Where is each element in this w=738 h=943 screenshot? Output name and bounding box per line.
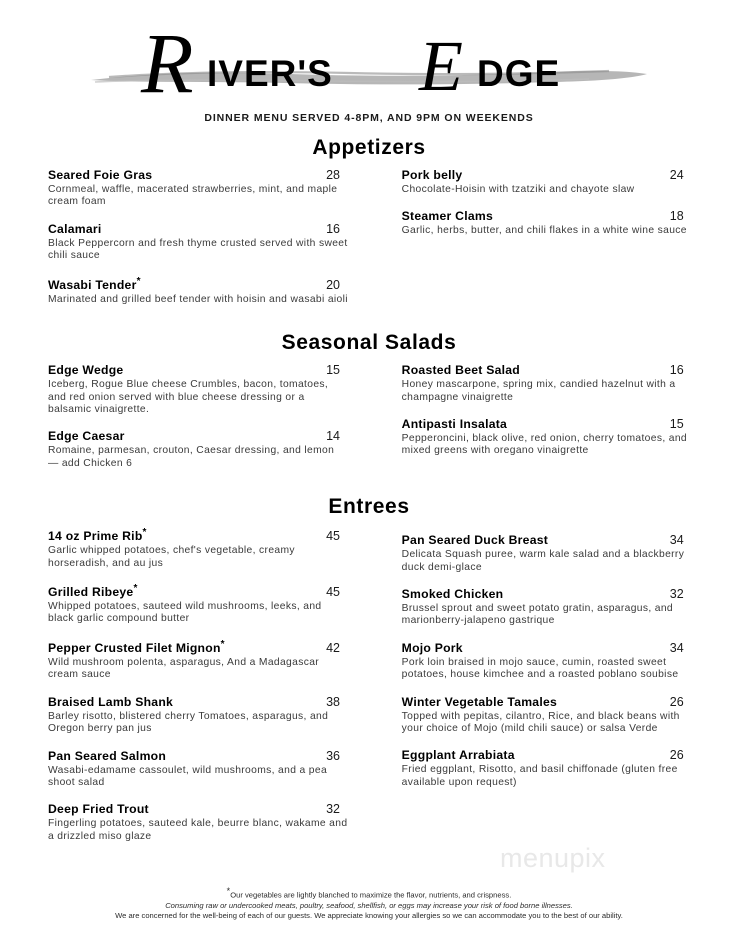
menu-item bbox=[402, 748, 698, 789]
menu-item-price: 32 bbox=[669, 586, 684, 601]
menu-item bbox=[48, 363, 360, 416]
menu-item-description: Garlic, herbs, butter, and chili flakes in a white wine sauce bbox=[401, 225, 687, 237]
menu-item-price: 32 bbox=[326, 802, 340, 817]
menu-item-description: Brussel sprout and sweet potato gratin, asparagus, and marionberry-jalapeno gastrique bbox=[401, 602, 674, 627]
menu-subtitle: DINNER MENU SERVED 4-8PM, AND 9PM ON WEEKENDS bbox=[204, 112, 534, 124]
menu-item-name: Antipasti Insalata bbox=[401, 416, 508, 431]
entrees-right-column bbox=[386, 527, 698, 856]
menu-item-name: Pork belly bbox=[401, 168, 463, 182]
menu-item-description: Romaine, parmesan, crouton, Caesar dressing, and lemon — add Chicken 6 bbox=[48, 445, 335, 469]
section-title-seasonal-salads: Seasonal Salads bbox=[281, 331, 457, 355]
menu-item-head bbox=[48, 802, 340, 816]
menu-item bbox=[48, 527, 360, 570]
menu-item-description: Fingerling potatoes, sauteed kale, beurre blanc, wakame and a drizzled miso glaze bbox=[48, 818, 348, 842]
menu-item-head bbox=[48, 222, 340, 236]
logo-word-dge: DGE bbox=[477, 53, 561, 94]
menu-item-head bbox=[48, 695, 340, 709]
menu-item-price: 15 bbox=[326, 363, 340, 378]
logo-artwork bbox=[89, 30, 649, 108]
menu-item-head bbox=[402, 748, 684, 762]
logo-letter-e-icon: E bbox=[419, 30, 463, 106]
menu-item-price: 45 bbox=[326, 529, 340, 544]
section-appetizers bbox=[0, 168, 738, 319]
asterisk-icon: * bbox=[136, 275, 141, 287]
menu-item-name: Mojo Pork bbox=[401, 640, 463, 655]
section-seasonal-salads bbox=[0, 363, 738, 483]
menu-item-description: Cornmeal, waffle, macerated strawberries, mint, and maple cream foam bbox=[48, 184, 338, 208]
menu-item-name: Pepper Crusted Filet Mignon* bbox=[48, 638, 225, 655]
logo-word-ivers: IVER'S bbox=[207, 53, 333, 94]
restaurant-logo bbox=[0, 30, 738, 110]
menu-item-name: Pan Seared Salmon bbox=[48, 748, 167, 763]
asterisk-icon: * bbox=[226, 886, 231, 897]
menu-item-head bbox=[402, 533, 684, 547]
menu-item-head bbox=[402, 417, 684, 431]
menu-item bbox=[402, 533, 698, 574]
asterisk-icon: * bbox=[142, 527, 147, 539]
appetizers-right-column bbox=[386, 168, 698, 319]
menu-item-name: 14 oz Prime Rib* bbox=[48, 527, 147, 544]
menu-item-name: Winter Vegetable Tamales bbox=[401, 694, 558, 709]
footer-vegetable-note: *Our vegetables are lightly blanched to maximize the flavor, nutrients, and crispness. bbox=[226, 886, 512, 900]
menu-item-head bbox=[402, 168, 684, 182]
menu-item bbox=[402, 587, 698, 628]
asterisk-icon: * bbox=[133, 583, 138, 594]
menu-item-price: 45 bbox=[326, 585, 340, 600]
salads-right-column bbox=[386, 363, 698, 483]
menu-item-description: Black Peppercorn and fresh thyme crusted served with sweet chili sauce bbox=[48, 237, 348, 262]
menu-item-name: Roasted Beet Salad bbox=[401, 363, 520, 378]
menu-item-description: Chocolate-Hoisin with tzatziki and chayote slaw bbox=[401, 184, 635, 195]
menu-item-price: 38 bbox=[326, 694, 340, 709]
menu-item-name: Edge Caesar bbox=[48, 429, 125, 444]
menu-item-price: 16 bbox=[326, 221, 340, 236]
menu-item-description: Wild mushroom polenta, asparagus, And a Madagascar cream sauce bbox=[48, 656, 320, 681]
menu-item bbox=[402, 168, 698, 196]
menu-item bbox=[48, 168, 360, 209]
menu-item-name: Grilled Ribeye* bbox=[48, 583, 138, 600]
menu-item-description: Pork loin braised in mojo sauce, cumin, roasted sweet potatoes, house kimchee and a roasted poblano soubise bbox=[401, 656, 679, 681]
menu-item-price: 18 bbox=[669, 209, 684, 224]
footer-disclaimer bbox=[0, 886, 738, 921]
menu-item-price: 20 bbox=[326, 277, 340, 292]
menu-item-price: 15 bbox=[669, 416, 684, 431]
menu-item bbox=[48, 222, 360, 263]
menu-item-head bbox=[48, 527, 340, 543]
section-entrees bbox=[0, 527, 738, 856]
asterisk-icon: * bbox=[220, 638, 225, 650]
menu-item-name: Edge Wedge bbox=[48, 363, 124, 378]
menu-item bbox=[48, 695, 360, 736]
menu-item bbox=[402, 417, 698, 458]
menu-item bbox=[48, 429, 360, 470]
menu-item-description: Delicata Squash puree, warm kale salad and a blackberry duck demi-glace bbox=[401, 549, 685, 573]
entrees-left-column bbox=[48, 527, 360, 856]
menu-item-head bbox=[402, 641, 684, 655]
menu-item-price: 16 bbox=[669, 363, 684, 378]
menu-item-price: 24 bbox=[669, 168, 684, 182]
menu-item bbox=[48, 583, 360, 626]
menu-item-name: Wasabi Tender* bbox=[48, 275, 141, 292]
footer-allergy-note: We are concerned for the well-being of each of our guests. We appreciate knowing your allergies so we can accommodate you to the best of our ability. bbox=[115, 911, 623, 920]
menu-item-price: 42 bbox=[326, 640, 340, 655]
logo-letter-r-icon: R bbox=[141, 30, 194, 108]
menu-item bbox=[48, 276, 360, 306]
menu-item-description: Whipped potatoes, sauteed wild mushrooms, leeks, and black garlic compound butter bbox=[48, 601, 322, 625]
menu-item-price: 34 bbox=[669, 533, 684, 548]
menu-item-description: Pepperoncini, black olive, red onion, cherry tomatoes, and mixed greens with oregano vinaigrette bbox=[401, 432, 687, 457]
menu-item-head bbox=[48, 583, 340, 599]
menu-item-head bbox=[402, 587, 684, 601]
menu-item-description: Barley risotto, blistered cherry Tomatoes, asparagus, and Oregon berry pan jus bbox=[48, 710, 329, 735]
menu-item-name: Calamari bbox=[48, 221, 102, 236]
menu-item-description: Marinated and grilled beef tender with hoisin and wasabi aioli bbox=[48, 293, 348, 305]
menu-item-description: Fried eggplant, Risotto, and basil chiffonade (gluten free available upon request) bbox=[401, 764, 678, 788]
footer-raw-food-warning: Consuming raw or undercooked meats, poultry, seafood, shellfish, or eggs may increase your risk of food borne illnesses. bbox=[165, 901, 573, 910]
menu-item bbox=[402, 363, 698, 404]
menu-item bbox=[48, 802, 360, 843]
menu-item-head bbox=[48, 276, 340, 292]
salads-left-column bbox=[48, 363, 360, 483]
menu-item-price: 36 bbox=[326, 748, 340, 763]
menu-item-name: Pan Seared Duck Breast bbox=[401, 533, 549, 548]
menu-item-head bbox=[402, 363, 684, 377]
menu-item-head bbox=[48, 363, 340, 377]
menu-item-name: Seared Foie Gras bbox=[48, 168, 153, 182]
menupix-watermark: menupix bbox=[500, 843, 606, 873]
section-title-entrees: Entrees bbox=[328, 495, 410, 519]
menu-item-price: 14 bbox=[326, 429, 340, 444]
menu-item bbox=[48, 639, 360, 682]
menu-item-price: 28 bbox=[326, 168, 340, 182]
menu-item-name: Deep Fried Trout bbox=[48, 802, 149, 817]
menu-item bbox=[48, 749, 360, 790]
menu-item-head bbox=[48, 749, 340, 763]
menu-item bbox=[402, 209, 698, 237]
menu-item-price: 26 bbox=[669, 694, 684, 709]
menu-item-price: 26 bbox=[669, 748, 684, 763]
menu-item bbox=[402, 695, 698, 736]
menu-item-description: Topped with pepitas, cilantro, Rice, and black beans with your choice of Mojo (mild chili sauce) or salsa Verde bbox=[401, 710, 680, 734]
appetizers-left-column bbox=[48, 168, 360, 319]
menu-item-head bbox=[48, 639, 340, 655]
menu-item-description: Honey mascarpone, spring mix, candied hazelnut with a champagne vinaigrette bbox=[401, 379, 676, 403]
menu-item-name: Eggplant Arrabiata bbox=[401, 748, 515, 763]
menu-item-name: Braised Lamb Shank bbox=[48, 694, 174, 709]
menu-item bbox=[402, 641, 698, 682]
menu-item-head bbox=[402, 209, 684, 223]
menu-item-description: Wasabi-edamame cassoulet, wild mushrooms, and a pea shoot salad bbox=[48, 764, 328, 788]
menu-item-name: Smoked Chicken bbox=[401, 586, 504, 601]
menu-item-head bbox=[48, 168, 340, 182]
section-title-appetizers: Appetizers bbox=[312, 136, 426, 159]
menu-item-description: Iceberg, Rogue Blue cheese Crumbles, bacon, tomatoes, and red onion served with blue cheese dressing or a balsamic vinaigrette. bbox=[48, 379, 329, 415]
menu-item-head bbox=[402, 695, 684, 709]
menu-item-head bbox=[48, 429, 340, 443]
menu-item-name: Steamer Clams bbox=[401, 209, 493, 224]
menu-item-price: 34 bbox=[669, 640, 684, 655]
menu-item-description: Garlic whipped potatoes, chef's vegetable, creamy horseradish, and au jus bbox=[48, 545, 295, 569]
